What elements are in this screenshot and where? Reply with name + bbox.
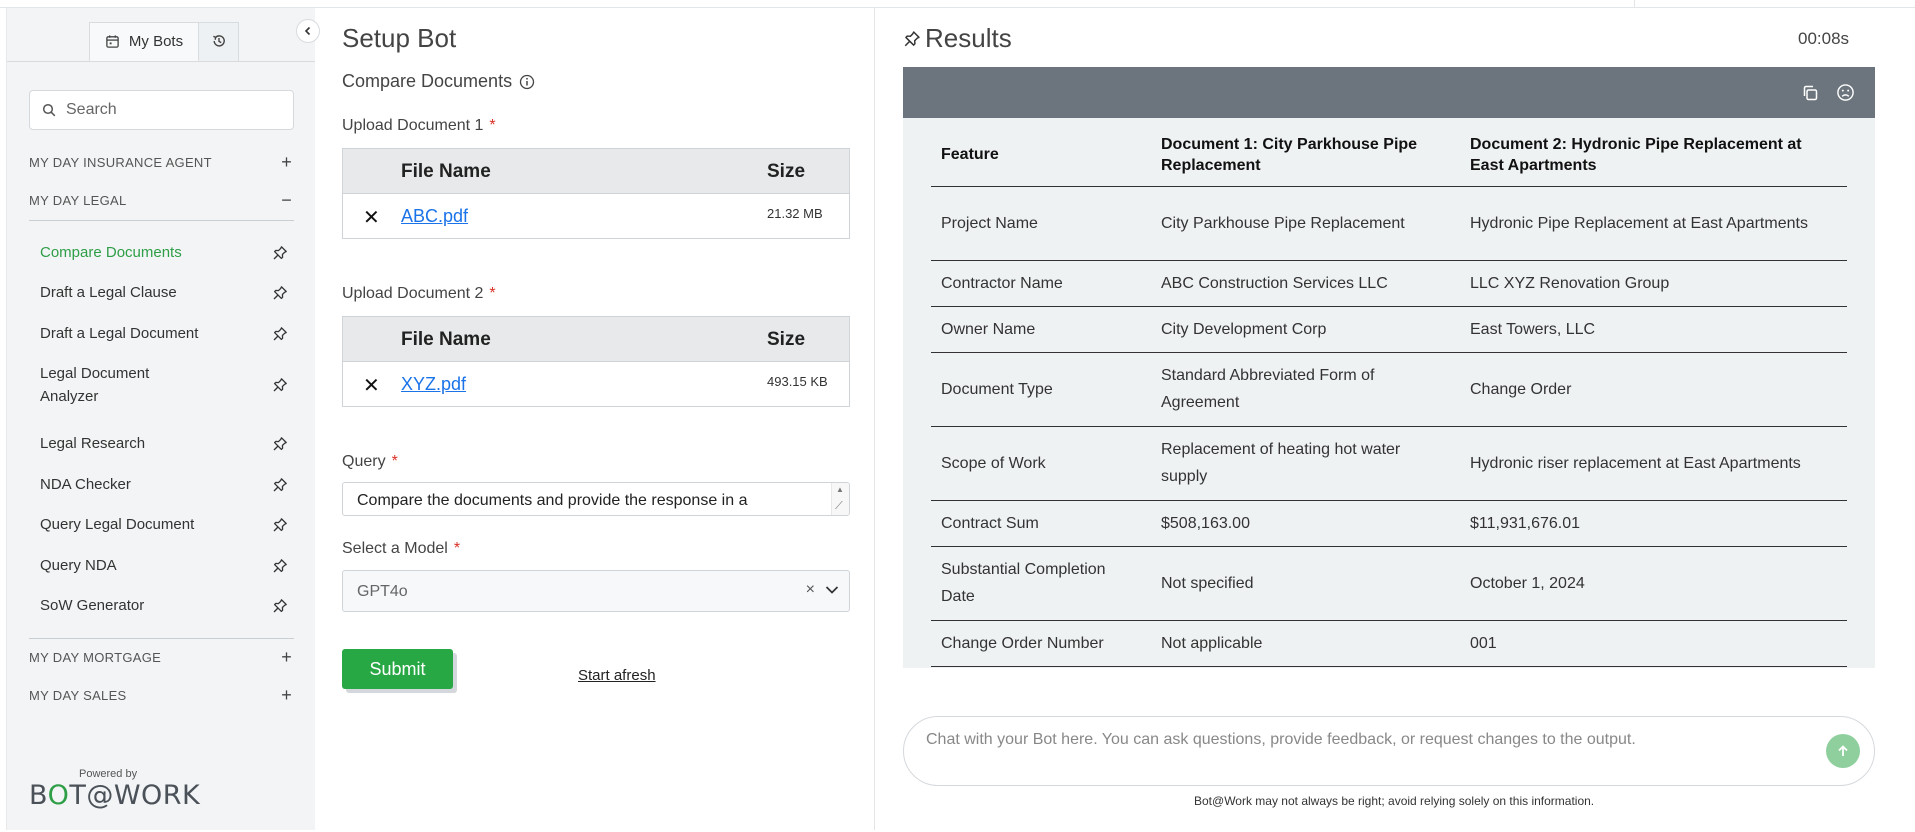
results-title: Results: [925, 23, 1012, 53]
top-strip: [0, 0, 1915, 8]
group-mortgage[interactable]: [29, 646, 294, 668]
table-row: [931, 260, 1847, 306]
comparison-table: [931, 124, 1847, 667]
table-cell: Document Type: [931, 352, 1151, 426]
chat-input[interactable]: [926, 731, 1806, 771]
top-divider: [1634, 0, 1635, 8]
expand-icon[interactable]: +: [281, 684, 292, 705]
sidebar-item-sow-generator[interactable]: [40, 594, 294, 617]
sidebar-item-query-legal-document[interactable]: [40, 513, 294, 536]
table-cell: Contractor Name: [931, 260, 1151, 306]
send-button[interactable]: [1826, 734, 1860, 768]
search-input[interactable]: [66, 101, 266, 119]
bot-name: Compare Documents: [342, 71, 513, 91]
collapse-sidebar-button[interactable]: [296, 19, 320, 43]
sidebar-item-label: Query Legal Document: [40, 516, 195, 533]
chevron-left-icon: [303, 26, 313, 36]
results-panel: [876, 8, 1915, 830]
results-box: [903, 67, 1875, 668]
upload-doc2-label: [342, 285, 496, 303]
pin-icon[interactable]: [272, 436, 288, 452]
model-value: GPT4o: [357, 583, 408, 600]
table-cell: ABC Construction Services LLC: [1151, 260, 1460, 306]
table-cell: Not specified: [1151, 546, 1460, 620]
tab-my-bots-label: My Bots: [128, 33, 184, 50]
collapse-icon[interactable]: −: [281, 189, 292, 210]
history-icon: [211, 33, 227, 53]
file-table-header: [343, 149, 849, 194]
table-cell: Replacement of heating hot water supply: [1151, 426, 1460, 500]
table-cell: Standard Abbreviated Form of Agreement: [1151, 352, 1460, 426]
sidebar-item-label: Legal Research: [40, 435, 146, 452]
group-legal[interactable]: [29, 189, 294, 211]
sidebar-item-compare-documents[interactable]: [40, 241, 294, 264]
copy-icon[interactable]: [1801, 84, 1819, 102]
expand-icon[interactable]: +: [281, 646, 292, 667]
table-header-row: [931, 124, 1847, 186]
file-size: 21.32 MB: [767, 206, 823, 221]
bot-name-heading: [342, 71, 535, 92]
remove-file-icon[interactable]: ✕: [363, 207, 380, 229]
table-row: [931, 426, 1847, 500]
required-mark: *: [489, 285, 496, 302]
botwork-logo: BOT@WORK: [29, 780, 201, 811]
scroll-up-icon[interactable]: ▲: [836, 485, 844, 494]
pin-icon[interactable]: [272, 245, 288, 261]
table-cell: Substantial Completion Date: [931, 546, 1151, 620]
sad-face-icon[interactable]: [1836, 83, 1855, 102]
resize-handle-icon[interactable]: ⟋: [835, 500, 843, 512]
table-cell: $11,931,676.01: [1460, 500, 1847, 546]
page-title: Setup Bot: [342, 23, 457, 53]
sidebar-item-label: Compare Documents: [40, 244, 182, 261]
group-sales[interactable]: [29, 684, 294, 706]
expand-icon[interactable]: +: [281, 151, 292, 172]
table-cell: Owner Name: [931, 306, 1151, 352]
upload-doc1-label: [342, 117, 496, 135]
sidebar-item-label: SoW Generator: [40, 597, 145, 614]
table-cell: Contract Sum: [931, 500, 1151, 546]
file-name-header: File Name: [401, 329, 491, 350]
query-label: [342, 453, 398, 471]
required-mark: *: [489, 117, 496, 134]
column-header: Document 2: Hydronic Pipe Replacement at East Apartments: [1460, 124, 1847, 186]
column-header: Document 1: City Parkhouse Pipe Replacement: [1151, 124, 1460, 186]
required-mark: *: [453, 540, 461, 557]
table-cell: City Parkhouse Pipe Replacement: [1151, 186, 1460, 260]
results-toolbar: [903, 67, 1875, 118]
model-label: [342, 540, 460, 558]
pin-icon[interactable]: [272, 517, 288, 533]
group-label: MY DAY SALES: [29, 687, 127, 703]
chevron-down-icon[interactable]: [825, 585, 839, 595]
required-mark: *: [391, 453, 398, 470]
size-header: Size: [767, 329, 806, 350]
setup-panel: [315, 8, 875, 830]
tab-my-bots[interactable]: [89, 22, 199, 62]
sidebar-item-label: Legal Document Analyzer: [40, 365, 150, 405]
column-header: Feature: [931, 124, 1151, 186]
query-scrollbar[interactable]: [831, 483, 849, 515]
table-cell: Change Order: [1460, 352, 1847, 426]
search-icon: [42, 103, 56, 117]
upload-doc1-table: [342, 148, 850, 239]
table-row: [931, 306, 1847, 352]
table-cell: Project Name: [931, 186, 1151, 260]
tab-history[interactable]: [199, 22, 239, 62]
table-cell: Hydronic riser replacement at East Apartments: [1460, 426, 1847, 500]
sidebar-item-query-nda[interactable]: [40, 554, 294, 577]
pin-icon[interactable]: [272, 285, 288, 301]
powered-by-text: Powered by: [79, 768, 138, 780]
sidebar-item-nda-checker[interactable]: [40, 473, 294, 496]
file-size: 493.15 KB: [767, 374, 828, 389]
label-text: Select a Model: [342, 540, 448, 557]
file-row: [343, 362, 849, 406]
file-row: [343, 194, 849, 238]
query-input[interactable]: [342, 482, 850, 516]
chat-box: [903, 716, 1875, 786]
label-text: Query: [342, 453, 386, 470]
table-cell: Scope of Work: [931, 426, 1151, 500]
table-row: [931, 352, 1847, 426]
tabs-divider: [7, 61, 316, 62]
sidebar-item-label: Draft a Legal Document: [40, 325, 199, 342]
info-icon[interactable]: [519, 74, 535, 90]
pin-icon[interactable]: [272, 326, 288, 342]
pin-icon[interactable]: [903, 30, 921, 48]
group-label: MY DAY LEGAL: [29, 192, 127, 208]
upload-doc2-table: [342, 316, 850, 407]
start-afresh-link[interactable]: Start afresh: [578, 667, 656, 684]
group-label: MY DAY MORTGAGE: [29, 649, 162, 665]
table-cell: Not applicable: [1151, 620, 1460, 666]
sidebar: [6, 8, 315, 830]
table-cell: 001: [1460, 620, 1847, 666]
sidebar-item-legal-document-analyzer[interactable]: [40, 362, 294, 408]
sidebar-item-legal-research[interactable]: [40, 432, 294, 455]
table-cell: City Development Corp: [1151, 306, 1460, 352]
sidebar-item-draft-legal-clause[interactable]: [40, 281, 294, 304]
pin-icon[interactable]: [272, 477, 288, 493]
calendar-icon: [105, 34, 120, 49]
table-cell: Change Order Number: [931, 620, 1151, 666]
results-heading: [903, 23, 1012, 54]
table-cell: LLC XYZ Renovation Group: [1460, 260, 1847, 306]
file-table-header: [343, 317, 849, 362]
file-link[interactable]: XYZ.pdf: [401, 374, 467, 394]
group-insurance-agent[interactable]: [29, 151, 294, 173]
group-label: MY DAY INSURANCE AGENT: [29, 154, 212, 170]
table-cell: East Towers, LLC: [1460, 306, 1847, 352]
sidebar-item-draft-legal-document[interactable]: [40, 322, 294, 345]
size-header: Size: [767, 161, 806, 182]
model-select[interactable]: [342, 570, 850, 612]
table-row: [931, 186, 1847, 260]
pin-icon[interactable]: [272, 558, 288, 574]
table-row: [931, 620, 1847, 666]
pin-icon[interactable]: [272, 598, 288, 614]
table-cell: $508,163.00: [1151, 500, 1460, 546]
remove-file-icon[interactable]: ✕: [363, 375, 380, 397]
search-box[interactable]: [29, 90, 294, 130]
arrow-up-icon: [1835, 743, 1851, 759]
label-text: Upload Document 1: [342, 117, 484, 134]
sidebar-item-label: NDA Checker: [40, 476, 131, 493]
elapsed-timer: 00:08s: [1798, 29, 1850, 48]
file-name-header: File Name: [401, 161, 491, 182]
table-cell: October 1, 2024: [1460, 546, 1847, 620]
table-row: [931, 546, 1847, 620]
disclaimer-text: Bot@Work may not always be right; avoid relying solely on this information.: [1194, 794, 1595, 808]
group-divider: [29, 638, 294, 639]
submit-button[interactable]: Submit: [342, 649, 453, 689]
sidebar-tabs: [89, 22, 239, 62]
sidebar-item-label: Draft a Legal Clause: [40, 284, 177, 301]
label-text: Upload Document 2: [342, 285, 484, 302]
table-cell: Hydronic Pipe Replacement at East Apartments: [1460, 186, 1847, 260]
pin-icon[interactable]: [272, 377, 288, 393]
sidebar-item-label: Query NDA: [40, 557, 117, 574]
query-text[interactable]: Compare the documents and provide the response in a: [357, 492, 748, 509]
file-link[interactable]: ABC.pdf: [401, 206, 469, 226]
table-row: [931, 500, 1847, 546]
group-divider: [29, 220, 294, 221]
clear-icon[interactable]: ×: [805, 581, 815, 598]
